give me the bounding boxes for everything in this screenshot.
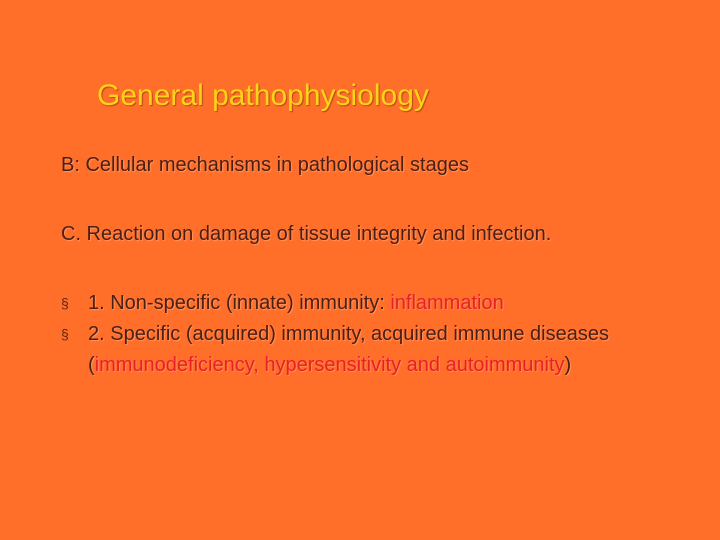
bullet-item-innate (61, 288, 661, 319)
bullet-highlight-inflammation: inflammation (390, 292, 504, 314)
bullet-marker-icon: § (61, 295, 69, 311)
bullet-marker-icon: § (61, 326, 69, 342)
section-c-heading: C. Reaction on damage of tissue integrity and infection. (61, 223, 552, 245)
slide-title: General pathophysiology (97, 79, 429, 112)
bullet-text: 1. Non-specific (innate) immunity: (88, 292, 391, 314)
bullet-text-close: ) (564, 354, 572, 376)
section-b-heading: B: Cellular mechanisms in pathological stages (61, 154, 469, 176)
bullet-list (61, 288, 661, 381)
bullet-text: 2. Specific (acquired) immunity, acquired immune diseases ( (88, 323, 609, 376)
bullet-item-acquired (61, 319, 661, 381)
bullet-highlight-immune-diseases: immunodeficiency, hypersensitivity and autoimmunity (94, 354, 565, 376)
